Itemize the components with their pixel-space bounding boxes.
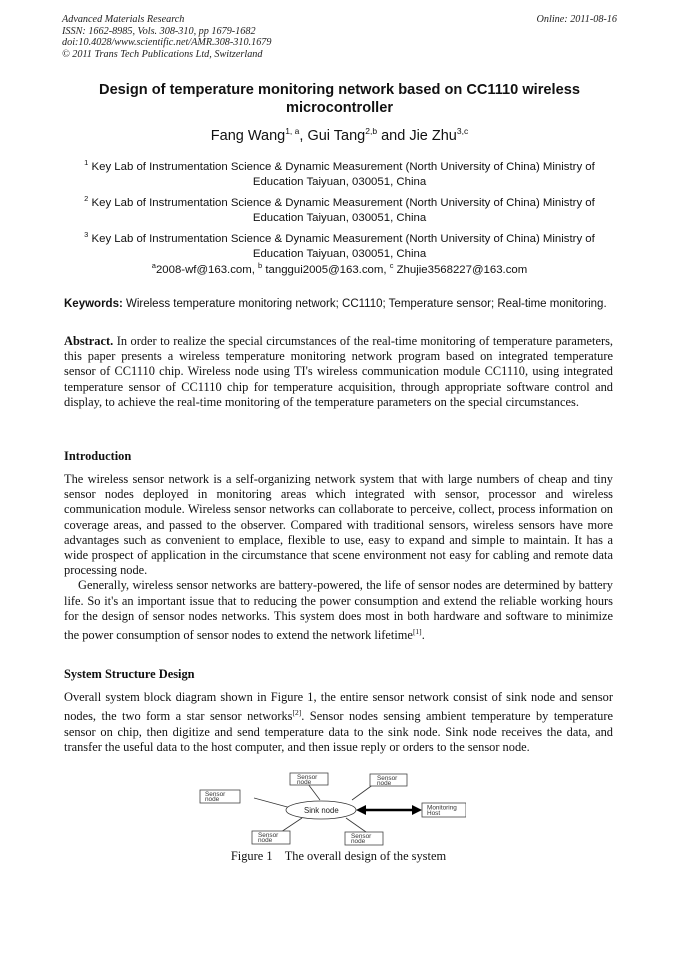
sensor-node-label: node: [351, 838, 366, 845]
journal-name: Advanced Materials Research: [62, 14, 185, 25]
copyright-line: © 2011 Trans Tech Publications Ltd, Switzerland: [62, 48, 263, 60]
sensor-node-top-right: [370, 774, 407, 787]
paragraph-text: Generally, wireless sensor networks are battery-powered, the life of sensor nodes are determined by battery life. So it's an important issue that to reducing the power consumption and extend the reliable working hours for the design of sensor nodes networks. This system does most in both hardware and software to minimize the power consumption of sensor nodes to extend the network lifetime: [64, 578, 613, 643]
link-sensor-left: [254, 798, 291, 808]
introduction-body: [64, 472, 613, 643]
sensor-node-bottom-left: [252, 831, 290, 844]
author-affil-sup: 2,b: [365, 126, 378, 136]
link-sensor-top-left: [308, 784, 320, 800]
sensor-node-label: node: [377, 780, 392, 787]
paper-title: Design of temperature monitoring network based on CC1110 wireless microcontroller: [99, 82, 580, 116]
abstract-block: [64, 334, 613, 410]
abstract-text: In order to realize the special circumstances of the real-time monitoring of temperature parameters, this paper presents a wireless temperature monitoring network program based on integrated temperature sensor of CC1110 chip. Wireless node using TI's wireless communication module CC1110, using integrated temperature sensor of CC1110 chip for temperature acquisition, through appropriate software control and display, to achieve the real-time monitoring of the temperature parameters on the special circumstances.: [64, 334, 613, 409]
keywords-label: Keywords:: [64, 298, 123, 310]
sensor-node-label: Sensor: [258, 832, 279, 839]
link-sensor-bottom-left: [281, 818, 302, 832]
sensor-node-label: Sensor: [205, 791, 226, 798]
affiliation-text: Key Lab of Instrumentation Science & Dynamic Measurement (North University of China) Ministry of Education Taiyuan, 030051, China: [91, 196, 595, 225]
sensor-node-left: [200, 790, 240, 803]
author-separator: ,: [299, 127, 308, 144]
sensor-node-label: Sensor: [297, 774, 318, 781]
author-affil-sup: 3,c: [456, 126, 469, 136]
sensor-node-label: node: [205, 796, 220, 803]
email-address[interactable]: 2008-wf@163.com,: [155, 263, 259, 276]
monitoring-host: [422, 803, 466, 817]
sensor-node-label: Sensor: [377, 775, 398, 782]
link-sensor-top-right: [352, 784, 374, 800]
citation-ref[interactable]: [1]: [412, 627, 422, 637]
author-separator: and: [377, 127, 410, 144]
affiliation-number: 1: [84, 158, 89, 167]
host-label: Monitoring: [427, 804, 457, 812]
paragraph-end: .: [421, 628, 425, 643]
system-design-paragraph: [64, 690, 613, 755]
introduction-heading: Introduction: [64, 449, 132, 463]
journal-header: [62, 14, 617, 60]
introduction-paragraph-2: [64, 578, 613, 643]
abstract-label: Abstract.: [64, 334, 114, 348]
online-date: Online: 2011-08-16: [536, 14, 617, 25]
affiliation-text: Key Lab of Instrumentation Science & Dynamic Measurement (North University of China) Ministry of Education Taiyuan, 030051, China: [91, 160, 595, 189]
affiliation-number: 2: [84, 194, 89, 203]
link-sensor-bottom-right: [346, 818, 366, 832]
sensor-node-top-left: [290, 773, 328, 786]
figure-caption: Figure 1 The overall design of the system: [230, 849, 447, 863]
email-sup: a: [151, 261, 156, 270]
sensor-node-bottom-right: [345, 832, 383, 845]
paragraph-text: Overall system block diagram shown in Figure 1, the entire sensor network consist of sink node and sensor nodes, the two form a star sensor networks: [64, 690, 613, 724]
doi-line: doi:10.4028/www.scientific.net/AMR.308-310.1679: [62, 37, 272, 49]
affiliation-text: Key Lab of Instrumentation Science & Dynamic Measurement (North University of China) Ministry of Education Taiyuan, 030051, China: [91, 232, 595, 261]
author-name: Jie Zhu: [409, 127, 457, 144]
keywords-text: Wireless temperature monitoring network; CC1110; Temperature sensor; Real-time monitoring.: [122, 298, 607, 310]
author-emails: [64, 261, 615, 276]
sensor-node-label: node: [258, 837, 273, 844]
system-block-diagram: [196, 770, 466, 846]
citation-ref[interactable]: [2]: [292, 708, 302, 718]
affiliation-3: [64, 227, 615, 263]
affiliation-number: 3: [84, 230, 89, 239]
affiliation-2: [64, 191, 615, 227]
email-address[interactable]: tanggui2005@163.com,: [262, 263, 390, 276]
keywords-block: [64, 297, 613, 312]
introduction-paragraph-1: The wireless sensor network is a self-organizing network system that with large numbers of cheap and tiny sensor nodes deployed in monitoring areas which integrated with sensor, processor and wireless communication module. Wireless sensor networks can collaborate to perceive, collect, process information on coverage areas, and passed to the observer. Compared with traditional sensors, wireless sensors have more advantages such as convenient to emplace, flexible to use, easy to expand and simple to maintain. It has a wide prospect of application in the circumstance that scene environment not easy for cabling and remote data processing node.: [64, 472, 613, 578]
sink-node-label: Sink node: [304, 806, 339, 815]
issn-line: ISSN: 1662-8985, Vols. 308-310, pp 1679-1682: [62, 25, 256, 37]
system-design-heading: System Structure Design: [64, 667, 195, 681]
paragraph-text: . Sensor nodes sensing ambient temperature by temperature sensor on chip, then digitize and send temperature data to the sink node. Sink node receives the data, and transfer the useful data to the host computer, and then issue reply or orders to the sensor node.: [64, 709, 613, 754]
author-name: Gui Tang: [307, 127, 366, 144]
email-address[interactable]: Zhujie3568227@163.com: [393, 263, 528, 276]
email-sup: b: [258, 261, 263, 270]
email-sup: c: [389, 261, 394, 270]
affiliation-1: [64, 155, 615, 191]
author-affil-sup: 1, a: [285, 126, 300, 136]
sensor-node-label: node: [297, 779, 312, 786]
sensor-node-label: Sensor: [351, 833, 372, 840]
host-label: Host: [427, 810, 441, 817]
author-name: Fang Wang: [210, 127, 286, 144]
author-list: [64, 126, 615, 144]
sink-host-arrow: [356, 805, 422, 815]
